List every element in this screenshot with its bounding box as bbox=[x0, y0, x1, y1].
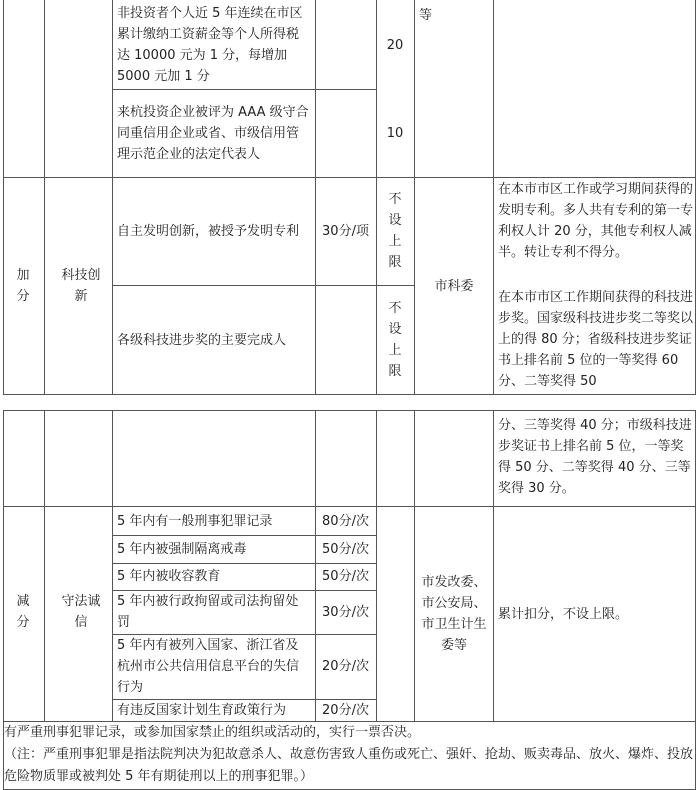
score-value bbox=[315, 285, 376, 395]
limit-value: 10 bbox=[386, 126, 404, 141]
table-row-item: 各级科技进步奖的主要完成人 bbox=[117, 332, 287, 348]
table-row-item: 来杭投资企业被评为 AAA 级守合同重信用企业或省、市级信用管理示范企业的法定代表人 bbox=[117, 105, 309, 162]
limit-value: 20 bbox=[386, 37, 404, 53]
footer-definition-note: （注：严重刑事犯罪是指法院判决为犯故意杀人、故意伤害致人重伤或死亡、强奸、抢劫、贩卖毒品、放火、爆炸、投放危险物质罪或被判处 5 年有期徒刑以上的刑事犯罪。） bbox=[4, 747, 694, 784]
dept-tail: 等 bbox=[419, 8, 433, 23]
score-value: 30分/项 bbox=[322, 223, 369, 239]
dept-label: 市科委 bbox=[434, 278, 474, 294]
table-row-item: 5 年内被强制隔离戒毒 bbox=[117, 541, 247, 557]
note-cell: 在本市市区工作期间获得的科技进步奖。国家级科技进步奖二等奖以上的得 80 分；省级科技进步奖证书上排名前 5 位的一等奖得 60 分、二等奖得 50 bbox=[498, 290, 694, 389]
table-row-item: 5 年内有被列入国家、浙江省及杭州市公共信用信息平台的失信行为 bbox=[117, 638, 300, 695]
limit-value: 不设上限 bbox=[388, 192, 402, 270]
subcategory-label: 科技创新 bbox=[61, 268, 101, 304]
note-cell-continued: 分、三等奖得 40 分；市级科技进步奖证书上排名前 5 位，一等奖得 50 分、二等奖得 40 分、三等奖得 30 分。 bbox=[498, 418, 692, 496]
category-label: 减分 bbox=[16, 594, 30, 630]
score-value: 50分/次 bbox=[322, 569, 369, 584]
score-value: 20分/次 bbox=[322, 702, 369, 718]
table-row-item: 非投资者个人近 5 年连续在市区累计缴纳工资薪金等个人所得税达 10000 元为 1 分，每增加 5000 元加 1 分 bbox=[117, 6, 303, 84]
table-row-item: 有违反国家计划生育政策行为 bbox=[117, 702, 287, 718]
score-value: 30分/次 bbox=[322, 604, 369, 620]
score-value: 20分/次 bbox=[322, 659, 369, 674]
category-label: 加分 bbox=[16, 268, 30, 304]
dept-label: 市发改委、市公安局、市卫生计生委等 bbox=[421, 575, 487, 653]
table-row-item: 5 年内有一般刑事犯罪记录 bbox=[117, 513, 273, 529]
table-row-item: 自主发明创新，被授予发明专利 bbox=[117, 223, 300, 239]
table-row-item: 5 年内被行政拘留或司法拘留处罚 bbox=[117, 594, 299, 630]
subcategory-label: 守法诚信 bbox=[61, 594, 101, 630]
score-value: 50分/次 bbox=[322, 541, 369, 557]
note-cell: 累计扣分，不设上限。 bbox=[498, 606, 629, 622]
footer-veto-note: 有严重刑事犯罪记录，或参加国家禁止的组织或活动的，实行一票否决。 bbox=[4, 725, 421, 740]
table-row-item: 5 年内被收容教育 bbox=[117, 569, 221, 584]
score-value: 80分/次 bbox=[322, 513, 369, 529]
limit-value: 不设上限 bbox=[388, 301, 402, 379]
note-cell: 在本市市区工作或学习期间获得的发明专利。多人共有专利的第一专利权人计 20 分，其他专利权人减半。转让专利不得分。 bbox=[498, 182, 694, 260]
